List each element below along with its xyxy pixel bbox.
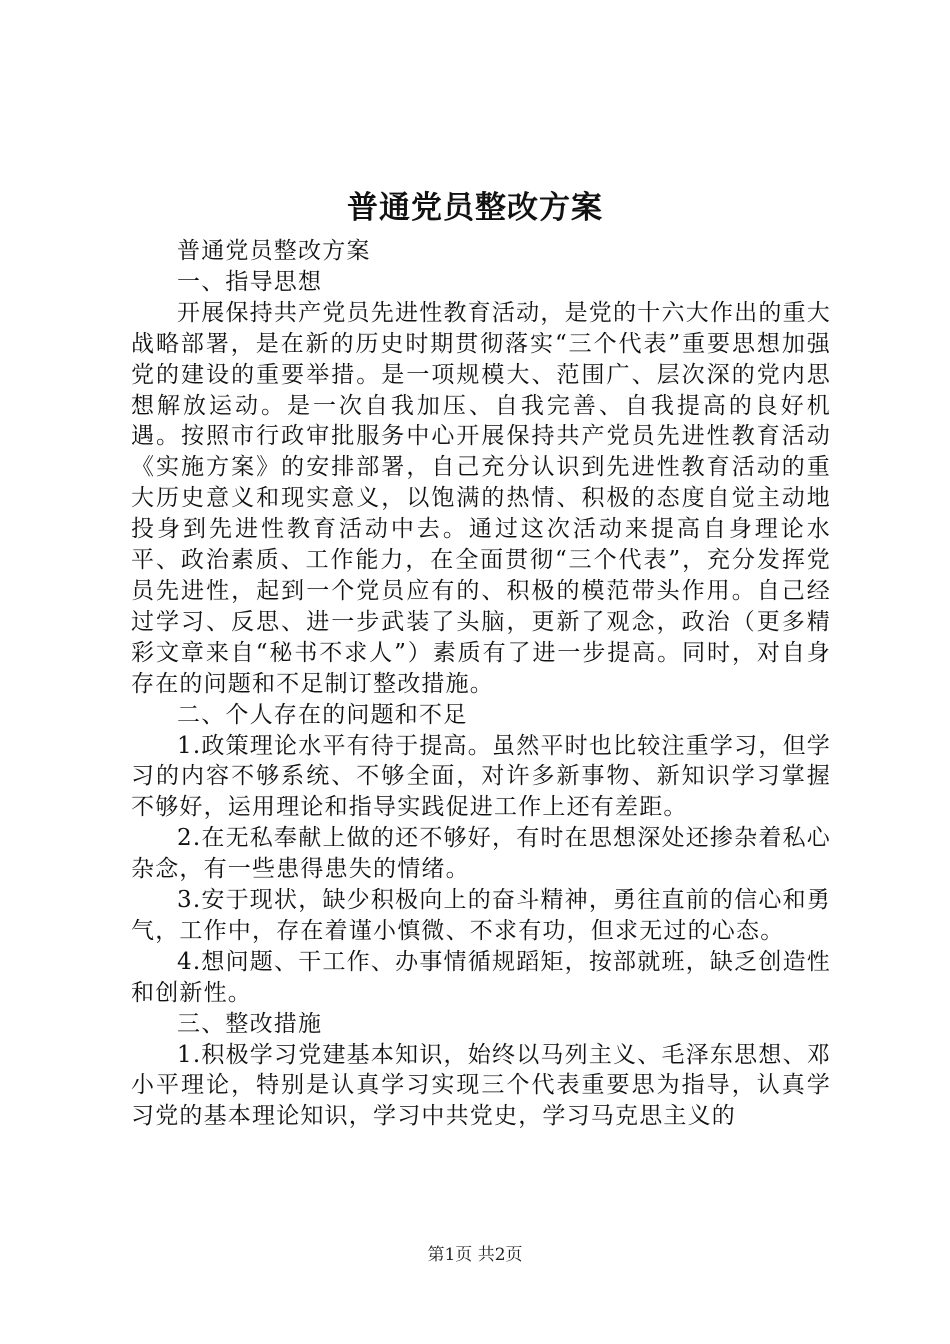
section-heading-measures: 三、整改措施 <box>177 1010 323 1037</box>
paragraph-problem-4: 4.想问题、干工作、办事情循规蹈矩，按部就班，缺乏创造性和创新性。 <box>131 948 831 1006</box>
page-number: 第1页 共2页 <box>427 1245 523 1265</box>
paragraph-measure-1: 1.积极学习党建基本知识，始终以马列主义、毛泽东思想、邓小平理论，特别是认真学习实现三个代表重要思为指导，认真学习党的基本理论知识，学习中共党史，学习马克思主义的 <box>131 1041 831 1130</box>
paragraph-problem-3: 3.安于现状，缺少积极向上的奋斗精神，勇往直前的信心和勇气，工作中，存在着谨小慎微、不求有功，但求无过的心态。 <box>131 887 831 944</box>
paragraph-subtitle: 普通党员整改方案 <box>177 238 371 264</box>
section-heading-guiding-thought: 一、指导思想 <box>177 268 323 295</box>
document-title: 普通党员整改方案 <box>347 190 603 226</box>
document-body <box>131 236 831 1132</box>
paragraph-problem-2: 2.在无私奉献上做的还不够好，有时在思想深处还掺杂着私心杂念，有一些患得患失的情绪。 <box>131 825 831 883</box>
paragraph-guiding-thought: 开展保持共产党员先进性教育活动，是党的十六大作出的重大战略部署，是在新的历史时期贯彻落实“三个代表”重要思想加强党的建设的重要举措。是一项规模大、范围广、层次深的党内思想解放运动。是一次自我加压、自我完善、自我提高的良好机遇。按照市行政审批服务中心开展保持共产党员先进性教育活动《实施方案》的安排部署，自己充分认识到先进性教育活动的重大历史意义和现实意义，以饱满的热情、积极的态度自觉主动地投身到先进性教育活动中去。通过这次活动来提高自身理论水平、政治素质、工作能力，在全面贯彻“三个代表”，充分发挥党员先进性，起到一个党员应有的、积极的模范带头作用。自己经过学习、反思、进一步武装了头脑，更新了观念，政治（更多精彩文章来自“秘书不求人”）素质有了进一步提高。同时，对自身存在的问题和不足制订整改措施。 <box>131 299 831 697</box>
paragraph-problem-1: 1.政策理论水平有待于提高。虽然平时也比较注重学习，但学习的内容不够系统、不够全面，对许多新事物、新知识学习掌握不够好，运用理论和指导实践促进工作上还有差距。 <box>131 732 831 821</box>
section-heading-problems: 二、个人存在的问题和不足 <box>177 701 468 728</box>
